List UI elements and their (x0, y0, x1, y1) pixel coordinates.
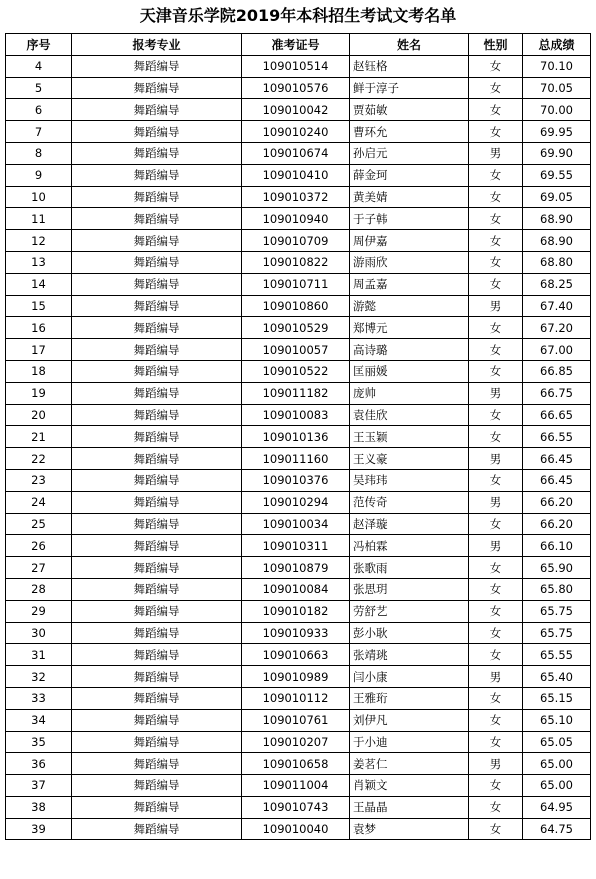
cell-seq: 18 (6, 360, 72, 382)
cell-exam-id: 109010879 (242, 557, 350, 579)
cell-name: 高诗璐 (350, 339, 469, 361)
cell-gender: 女 (469, 600, 523, 622)
cell-exam-id: 109010711 (242, 273, 350, 295)
cell-name: 贾茹敏 (350, 99, 469, 121)
cell-name: 薛金珂 (350, 164, 469, 186)
cell-name: 匡丽媛 (350, 360, 469, 382)
cell-seq: 28 (6, 578, 72, 600)
cell-gender: 女 (469, 121, 523, 143)
cell-exam-id: 109010372 (242, 186, 350, 208)
cell-score: 66.75 (523, 382, 591, 404)
cell-exam-id: 109010663 (242, 644, 350, 666)
cell-name: 袁梦 (350, 818, 469, 840)
cell-gender: 男 (469, 448, 523, 470)
cell-exam-id: 109011004 (242, 775, 350, 797)
table-row (6, 317, 591, 339)
cell-major: 舞蹈编导 (72, 77, 242, 99)
cell-exam-id: 109010112 (242, 687, 350, 709)
cell-score: 69.95 (523, 121, 591, 143)
cell-seq: 23 (6, 469, 72, 491)
cell-seq: 9 (6, 164, 72, 186)
cell-name: 周伊嘉 (350, 230, 469, 252)
cell-name: 彭小耿 (350, 622, 469, 644)
cell-score: 66.10 (523, 535, 591, 557)
table-row (6, 818, 591, 840)
table-row (6, 339, 591, 361)
cell-score: 66.65 (523, 404, 591, 426)
cell-seq: 34 (6, 709, 72, 731)
header-seq: 序号 (6, 34, 72, 56)
cell-gender: 女 (469, 731, 523, 753)
cell-exam-id: 109010743 (242, 796, 350, 818)
cell-major: 舞蹈编导 (72, 360, 242, 382)
cell-exam-id: 109010674 (242, 142, 350, 164)
table-row (6, 578, 591, 600)
header-score: 总成绩 (523, 34, 591, 56)
cell-gender: 女 (469, 208, 523, 230)
cell-score: 69.55 (523, 164, 591, 186)
cell-exam-id: 109010376 (242, 469, 350, 491)
table-row (6, 600, 591, 622)
cell-major: 舞蹈编导 (72, 469, 242, 491)
cell-gender: 女 (469, 230, 523, 252)
cell-gender: 女 (469, 578, 523, 600)
cell-name: 于子韩 (350, 208, 469, 230)
cell-score: 66.20 (523, 491, 591, 513)
cell-major: 舞蹈编导 (72, 164, 242, 186)
cell-gender: 男 (469, 753, 523, 775)
cell-exam-id: 109010761 (242, 709, 350, 731)
cell-name: 王雅珩 (350, 687, 469, 709)
cell-major: 舞蹈编导 (72, 818, 242, 840)
cell-seq: 4 (6, 55, 72, 77)
cell-exam-id: 109010083 (242, 404, 350, 426)
cell-name: 郑博元 (350, 317, 469, 339)
cell-major: 舞蹈编导 (72, 775, 242, 797)
cell-seq: 19 (6, 382, 72, 404)
cell-exam-id: 109011182 (242, 382, 350, 404)
cell-gender: 女 (469, 317, 523, 339)
cell-seq: 15 (6, 295, 72, 317)
cell-seq: 10 (6, 186, 72, 208)
cell-exam-id: 109010658 (242, 753, 350, 775)
cell-major: 舞蹈编导 (72, 796, 242, 818)
cell-major: 舞蹈编导 (72, 251, 242, 273)
cell-gender: 女 (469, 426, 523, 448)
table-row (6, 251, 591, 273)
cell-major: 舞蹈编导 (72, 600, 242, 622)
cell-gender: 女 (469, 77, 523, 99)
table-row (6, 796, 591, 818)
table-row (6, 360, 591, 382)
cell-seq: 35 (6, 731, 72, 753)
cell-gender: 男 (469, 491, 523, 513)
table-row (6, 55, 591, 77)
cell-exam-id: 109010514 (242, 55, 350, 77)
cell-exam-id: 109010182 (242, 600, 350, 622)
cell-major: 舞蹈编导 (72, 230, 242, 252)
cell-gender: 女 (469, 360, 523, 382)
cell-seq: 7 (6, 121, 72, 143)
cell-major: 舞蹈编导 (72, 666, 242, 688)
cell-name: 于小迪 (350, 731, 469, 753)
table-row (6, 644, 591, 666)
cell-major: 舞蹈编导 (72, 578, 242, 600)
cell-score: 65.75 (523, 622, 591, 644)
cell-exam-id: 109010989 (242, 666, 350, 688)
cell-name: 王玉颖 (350, 426, 469, 448)
table-row (6, 709, 591, 731)
cell-major: 舞蹈编导 (72, 687, 242, 709)
table-row (6, 164, 591, 186)
cell-name: 游懿 (350, 295, 469, 317)
cell-score: 64.75 (523, 818, 591, 840)
cell-seq: 33 (6, 687, 72, 709)
cell-seq: 26 (6, 535, 72, 557)
cell-score: 65.15 (523, 687, 591, 709)
cell-seq: 13 (6, 251, 72, 273)
table-row (6, 186, 591, 208)
table-row (6, 77, 591, 99)
cell-score: 65.05 (523, 731, 591, 753)
header-name: 姓名 (350, 34, 469, 56)
cell-major: 舞蹈编导 (72, 535, 242, 557)
cell-score: 65.90 (523, 557, 591, 579)
cell-name: 庞帅 (350, 382, 469, 404)
cell-seq: 37 (6, 775, 72, 797)
header-major: 报考专业 (72, 34, 242, 56)
cell-exam-id: 109010522 (242, 360, 350, 382)
cell-seq: 25 (6, 513, 72, 535)
cell-exam-id: 109011160 (242, 448, 350, 470)
cell-gender: 女 (469, 251, 523, 273)
cell-exam-id: 109010240 (242, 121, 350, 143)
cell-exam-id: 109010040 (242, 818, 350, 840)
cell-seq: 30 (6, 622, 72, 644)
cell-seq: 21 (6, 426, 72, 448)
cell-score: 66.20 (523, 513, 591, 535)
cell-name: 袁佳欣 (350, 404, 469, 426)
cell-exam-id: 109010207 (242, 731, 350, 753)
cell-score: 65.80 (523, 578, 591, 600)
table-row (6, 382, 591, 404)
cell-gender: 女 (469, 273, 523, 295)
cell-exam-id: 109010084 (242, 578, 350, 600)
table-row (6, 622, 591, 644)
cell-seq: 32 (6, 666, 72, 688)
cell-score: 65.55 (523, 644, 591, 666)
cell-major: 舞蹈编导 (72, 513, 242, 535)
table-row (6, 513, 591, 535)
cell-seq: 20 (6, 404, 72, 426)
cell-gender: 男 (469, 382, 523, 404)
header-gender: 性别 (469, 34, 523, 56)
cell-gender: 女 (469, 796, 523, 818)
cell-score: 65.10 (523, 709, 591, 731)
cell-seq: 11 (6, 208, 72, 230)
cell-exam-id: 109010294 (242, 491, 350, 513)
cell-exam-id: 109010410 (242, 164, 350, 186)
table-row (6, 731, 591, 753)
cell-major: 舞蹈编导 (72, 208, 242, 230)
cell-name: 赵钰格 (350, 55, 469, 77)
cell-name: 王义豪 (350, 448, 469, 470)
table-row (6, 448, 591, 470)
cell-name: 姜茗仁 (350, 753, 469, 775)
table-row (6, 469, 591, 491)
cell-name: 刘伊凡 (350, 709, 469, 731)
cell-exam-id: 109010860 (242, 295, 350, 317)
table-row (6, 426, 591, 448)
cell-major: 舞蹈编导 (72, 448, 242, 470)
cell-exam-id: 109010034 (242, 513, 350, 535)
table-row (6, 121, 591, 143)
cell-major: 舞蹈编导 (72, 339, 242, 361)
cell-name: 张思玥 (350, 578, 469, 600)
cell-score: 64.95 (523, 796, 591, 818)
cell-major: 舞蹈编导 (72, 142, 242, 164)
cell-name: 游雨欣 (350, 251, 469, 273)
cell-major: 舞蹈编导 (72, 426, 242, 448)
table-row (6, 535, 591, 557)
cell-score: 68.90 (523, 230, 591, 252)
cell-seq: 36 (6, 753, 72, 775)
cell-major: 舞蹈编导 (72, 731, 242, 753)
table-row (6, 295, 591, 317)
cell-name: 周孟嘉 (350, 273, 469, 295)
cell-name: 闫小康 (350, 666, 469, 688)
cell-major: 舞蹈编导 (72, 382, 242, 404)
cell-major: 舞蹈编导 (72, 121, 242, 143)
cell-score: 66.85 (523, 360, 591, 382)
cell-name: 鲜于淳子 (350, 77, 469, 99)
table-row (6, 775, 591, 797)
cell-gender: 女 (469, 775, 523, 797)
cell-gender: 女 (469, 622, 523, 644)
cell-gender: 女 (469, 469, 523, 491)
cell-gender: 男 (469, 295, 523, 317)
cell-gender: 女 (469, 404, 523, 426)
cell-score: 67.00 (523, 339, 591, 361)
cell-major: 舞蹈编导 (72, 557, 242, 579)
cell-seq: 12 (6, 230, 72, 252)
cell-name: 冯柏霖 (350, 535, 469, 557)
cell-score: 65.40 (523, 666, 591, 688)
cell-seq: 31 (6, 644, 72, 666)
cell-major: 舞蹈编导 (72, 404, 242, 426)
cell-score: 65.00 (523, 775, 591, 797)
cell-exam-id: 109010057 (242, 339, 350, 361)
cell-seq: 17 (6, 339, 72, 361)
cell-major: 舞蹈编导 (72, 99, 242, 121)
cell-score: 66.45 (523, 469, 591, 491)
cell-exam-id: 109010136 (242, 426, 350, 448)
cell-score: 70.00 (523, 99, 591, 121)
table-row (6, 404, 591, 426)
cell-score: 65.75 (523, 600, 591, 622)
cell-exam-id: 109010311 (242, 535, 350, 557)
cell-major: 舞蹈编导 (72, 753, 242, 775)
cell-major: 舞蹈编导 (72, 491, 242, 513)
cell-gender: 男 (469, 535, 523, 557)
table-row (6, 230, 591, 252)
cell-seq: 29 (6, 600, 72, 622)
cell-gender: 女 (469, 186, 523, 208)
cell-gender: 女 (469, 644, 523, 666)
cell-gender: 女 (469, 99, 523, 121)
table-row (6, 666, 591, 688)
cell-exam-id: 109010529 (242, 317, 350, 339)
cell-exam-id: 109010576 (242, 77, 350, 99)
cell-name: 肖颖文 (350, 775, 469, 797)
cell-major: 舞蹈编导 (72, 644, 242, 666)
cell-gender: 男 (469, 666, 523, 688)
document-title: 天津音乐学院2019年本科招生考试文考名单 (139, 6, 457, 25)
cell-seq: 24 (6, 491, 72, 513)
cell-score: 65.00 (523, 753, 591, 775)
cell-seq: 39 (6, 818, 72, 840)
cell-score: 70.05 (523, 77, 591, 99)
cell-major: 舞蹈编导 (72, 317, 242, 339)
cell-seq: 27 (6, 557, 72, 579)
table-row (6, 208, 591, 230)
cell-gender: 女 (469, 339, 523, 361)
cell-exam-id: 109010709 (242, 230, 350, 252)
cell-name: 范传奇 (350, 491, 469, 513)
cell-seq: 6 (6, 99, 72, 121)
cell-score: 68.90 (523, 208, 591, 230)
cell-name: 赵泽璇 (350, 513, 469, 535)
cell-score: 68.25 (523, 273, 591, 295)
table-row (6, 491, 591, 513)
cell-gender: 女 (469, 55, 523, 77)
cell-gender: 女 (469, 818, 523, 840)
cell-exam-id: 109010042 (242, 99, 350, 121)
cell-score: 70.10 (523, 55, 591, 77)
cell-major: 舞蹈编导 (72, 295, 242, 317)
table-row (6, 753, 591, 775)
cell-name: 劳舒艺 (350, 600, 469, 622)
cell-name: 曹环允 (350, 121, 469, 143)
cell-seq: 22 (6, 448, 72, 470)
cell-name: 张歌雨 (350, 557, 469, 579)
cell-score: 66.55 (523, 426, 591, 448)
cell-gender: 女 (469, 164, 523, 186)
cell-major: 舞蹈编导 (72, 622, 242, 644)
cell-score: 66.45 (523, 448, 591, 470)
cell-seq: 8 (6, 142, 72, 164)
cell-major: 舞蹈编导 (72, 186, 242, 208)
cell-name: 黄美婧 (350, 186, 469, 208)
candidate-table (5, 33, 591, 840)
cell-name: 王晶晶 (350, 796, 469, 818)
cell-major: 舞蹈编导 (72, 273, 242, 295)
table-row (6, 273, 591, 295)
cell-score: 67.20 (523, 317, 591, 339)
cell-gender: 男 (469, 142, 523, 164)
table-row (6, 687, 591, 709)
cell-exam-id: 109010822 (242, 251, 350, 273)
cell-name: 吴玮玮 (350, 469, 469, 491)
cell-gender: 女 (469, 687, 523, 709)
cell-seq: 38 (6, 796, 72, 818)
cell-score: 69.90 (523, 142, 591, 164)
cell-score: 68.80 (523, 251, 591, 273)
cell-score: 69.05 (523, 186, 591, 208)
cell-exam-id: 109010940 (242, 208, 350, 230)
cell-gender: 女 (469, 513, 523, 535)
table-row (6, 557, 591, 579)
header-exam-id: 准考证号 (242, 34, 350, 56)
cell-gender: 女 (469, 709, 523, 731)
cell-seq: 16 (6, 317, 72, 339)
cell-seq: 5 (6, 77, 72, 99)
cell-seq: 14 (6, 273, 72, 295)
cell-major: 舞蹈编导 (72, 55, 242, 77)
cell-score: 67.40 (523, 295, 591, 317)
table-row (6, 142, 591, 164)
cell-exam-id: 109010933 (242, 622, 350, 644)
table-header-row (6, 34, 591, 56)
cell-major: 舞蹈编导 (72, 709, 242, 731)
table-row (6, 99, 591, 121)
cell-name: 张靖珧 (350, 644, 469, 666)
cell-gender: 女 (469, 557, 523, 579)
cell-name: 孙启元 (350, 142, 469, 164)
